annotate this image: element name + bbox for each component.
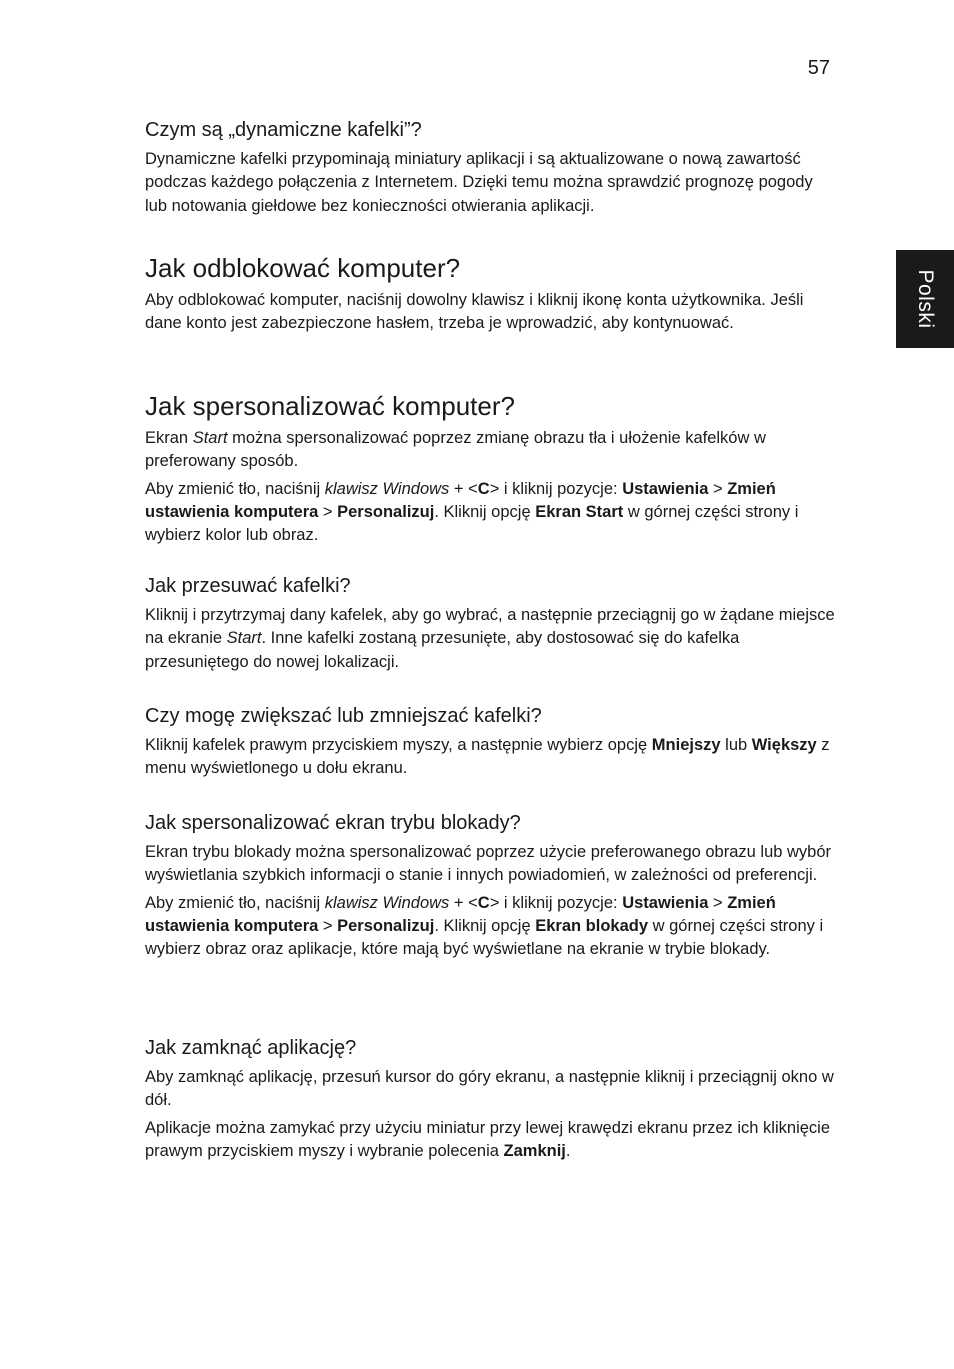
paragraph: Kliknij i przytrzymaj dany kafelek, aby go wybrać, a następnie przeciągnij go w żądane miejsce na ekranie Start. Inne kafelki zostaną przesunięte, aby dostosować się do kafelka przesuniętego do nowej lokalizacji. bbox=[145, 606, 835, 671]
section-resize-tiles bbox=[145, 703, 835, 781]
section-move-tiles bbox=[145, 573, 835, 674]
section-live-tiles bbox=[145, 117, 835, 218]
section-heading: Czym są „dynamiczne kafelki”? bbox=[145, 119, 422, 141]
section-personalize-computer bbox=[145, 390, 835, 547]
paragraph: Aby odblokować komputer, naciśnij dowolny klawisz i kliknij ikonę konta użytkownika. Jeśli dane konto jest zabezpieczone hasłem, trzeba je wprowadzić, aby kontynuować. bbox=[145, 291, 804, 333]
section-heading: Jak spersonalizować komputer? bbox=[145, 391, 515, 421]
paragraph: Aby zmienić tło, naciśnij klawisz Windows + <C> i kliknij pozycje: Ustawienia > Zmień ustawienia komputera > Personalizuj. Kliknij opcję Ekran Start w górnej części strony i wybierz kolor lub obraz. bbox=[145, 479, 799, 545]
section-heading: Jak przesuwać kafelki? bbox=[145, 575, 351, 597]
section-close-app bbox=[145, 1035, 835, 1163]
section-heading: Jak spersonalizować ekran trybu blokady? bbox=[145, 812, 521, 834]
paragraph: Ekran Start można spersonalizować poprzez zmianę obrazu tła i ułożenie kafelków w preferowany sposób. bbox=[145, 429, 766, 471]
section-personalize-lock-screen bbox=[145, 810, 835, 961]
paragraph: Aby zamknąć aplikację, przesuń kursor do góry ekranu, a następnie kliknij i przeciągnij okno w dół. bbox=[145, 1068, 834, 1110]
language-tab bbox=[896, 250, 954, 348]
language-tab-label: Polski bbox=[914, 269, 937, 329]
section-heading: Czy mogę zwiększać lub zmniejszać kafelki? bbox=[145, 705, 542, 727]
paragraph: Ekran trybu blokady można spersonalizować poprzez użycie preferowanego obrazu lub wybór wyświetlania szybkich informacji o stanie i innych powiadomień, w zależności od preferencji. bbox=[145, 843, 832, 885]
page-number: 57 bbox=[807, 57, 830, 79]
section-unlock-computer bbox=[145, 252, 835, 336]
section-heading: Jak zamknąć aplikację? bbox=[145, 1037, 357, 1059]
section-heading: Jak odblokować komputer? bbox=[145, 253, 461, 283]
paragraph: Aby zmienić tło, naciśnij klawisz Windows + <C> i kliknij pozycje: Ustawienia > Zmień ustawienia komputera > Personalizuj. Kliknij opcję Ekran blokady w górnej części strony i wybierz obraz oraz aplikacje, które mają być wyświetlane na ekranie w trybie blokady. bbox=[145, 893, 824, 959]
paragraph: Aplikacje można zamykać przy użyciu miniatur przy lewej krawędzi ekranu przez ich kliknięcie prawym przyciskiem myszy i wybranie polecenia Zamknij. bbox=[145, 1118, 830, 1160]
paragraph: Kliknij kafelek prawym przyciskiem myszy, a następnie wybierz opcję Mniejszy lub Większy z menu wyświetlonego u dołu ekranu. bbox=[145, 736, 830, 778]
paragraph: Dynamiczne kafelki przypominają miniatury aplikacji i są aktualizowane o nową zawartość podczas każdego połączenia z Internetem. Dzięki temu można sprawdzić prognozę pogody lub notowania giełdowe bez konieczności otwierania aplikacji. bbox=[145, 150, 813, 215]
